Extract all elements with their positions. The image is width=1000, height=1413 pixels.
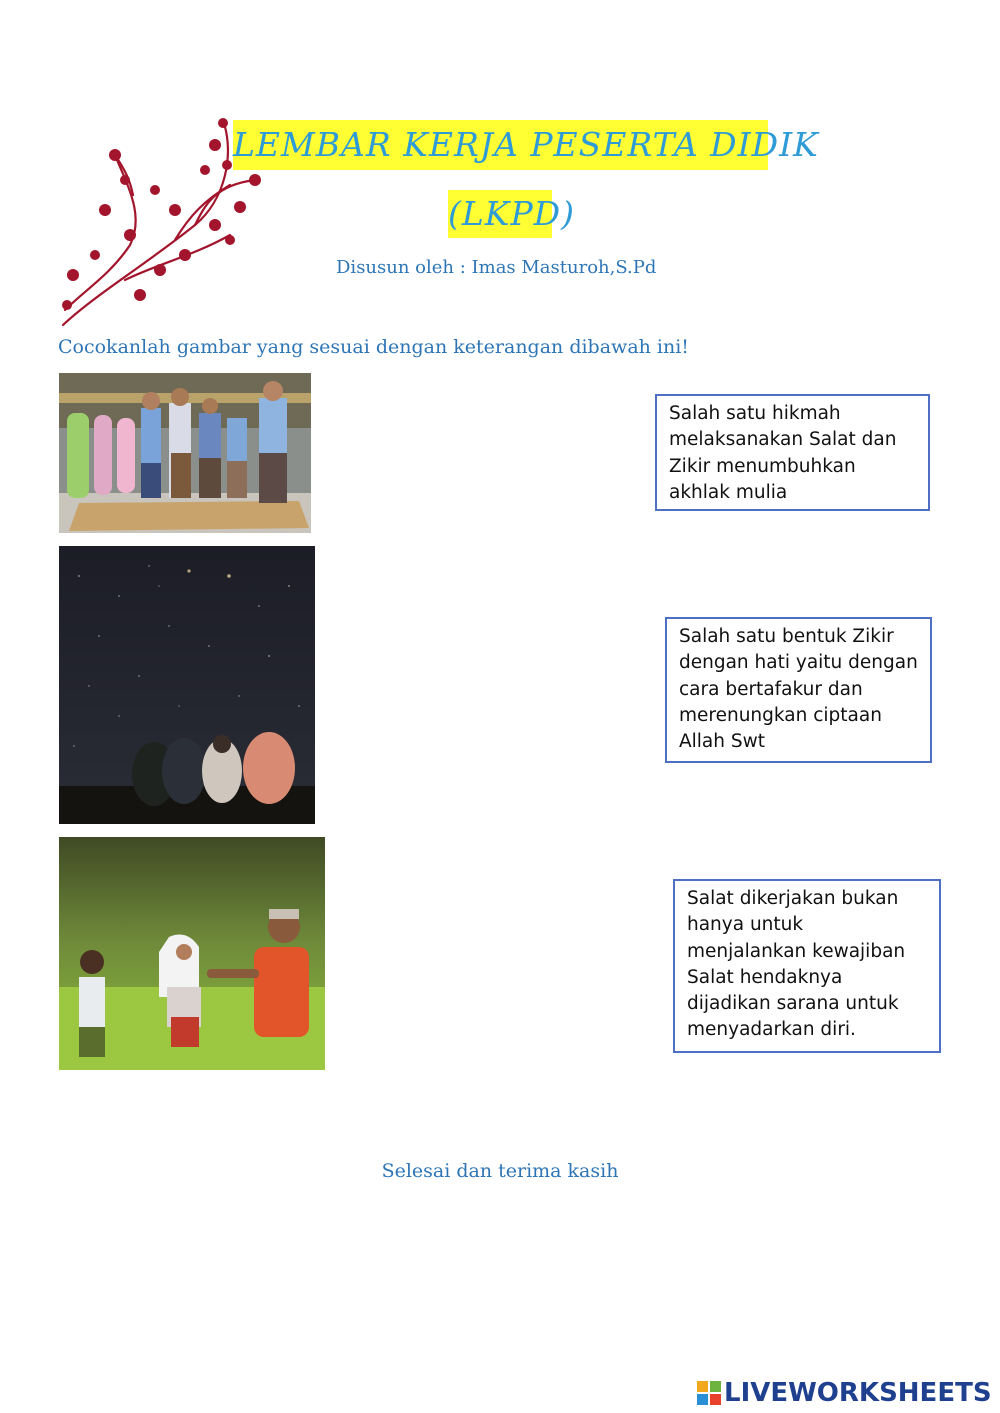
- author-line: Disusun oleh : Imas Masturoh,S.Pd: [336, 257, 657, 278]
- description-line: menjalankan kewajiban: [687, 940, 906, 962]
- instruction-text: Cocokanlah gambar yang sesuai dengan keterangan dibawah ini!: [58, 336, 689, 358]
- description-box-2[interactable]: [665, 617, 932, 763]
- description-line: Salat hendaknya: [687, 966, 843, 988]
- description-box-1[interactable]: [655, 394, 930, 511]
- description-box-3[interactable]: [673, 879, 941, 1053]
- description-line: dijadikan sarana untuk: [687, 993, 899, 1015]
- worksheet-subtitle: (LKPD): [448, 190, 552, 238]
- brand-name: LIVEWORKSHEETS: [724, 1378, 992, 1408]
- description-line: hanya untuk: [687, 914, 804, 936]
- closing-text: Selesai dan terima kasih: [381, 1160, 619, 1182]
- children-praying-photo: [59, 373, 311, 533]
- description-line: Salat dikerjakan bukan: [687, 888, 899, 909]
- liveworksheets-brand[interactable]: [697, 1376, 992, 1410]
- description-line: Allah Swt: [679, 731, 766, 753]
- description-line: menyadarkan diri.: [687, 1019, 856, 1041]
- description-line: Zikir menumbuhkan: [669, 455, 856, 477]
- description-line: cara bertafakur dan: [679, 678, 863, 700]
- worksheet-title: LEMBAR KERJA PESERTA DIDIK: [233, 120, 768, 170]
- liveworksheets-logo-icon: [697, 1381, 721, 1405]
- description-line: Salah satu bentuk Zikir: [679, 626, 894, 647]
- description-line: Salah satu hikmah: [669, 403, 841, 424]
- people-under-night-sky-photo: [59, 546, 315, 824]
- father-child-in-ricefield-photo: [59, 837, 325, 1070]
- description-line: melaksanakan Salat dan: [669, 429, 897, 451]
- description-line: akhlak mulia: [669, 481, 788, 503]
- description-line: dengan hati yaitu dengan: [679, 652, 918, 674]
- description-line: merenungkan ciptaan: [679, 704, 882, 726]
